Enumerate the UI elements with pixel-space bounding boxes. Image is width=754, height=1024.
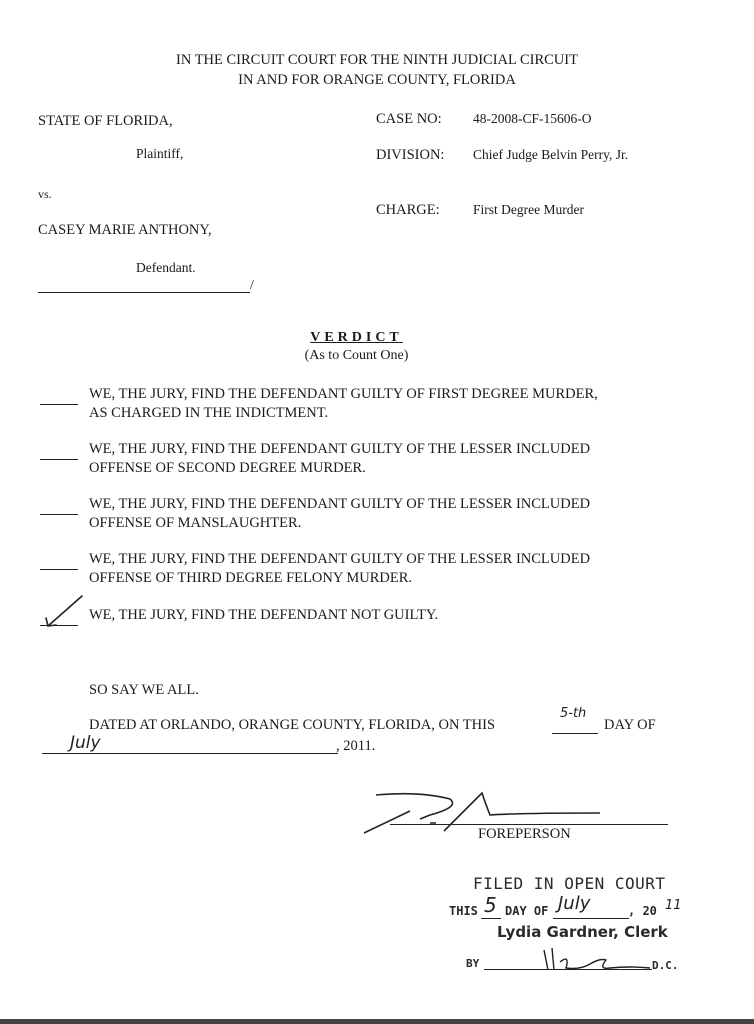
plaintiff-label: Plaintiff,: [136, 146, 184, 161]
month-handwritten: July: [70, 733, 101, 753]
case-no-value: 48-2008-CF-15606-O: [473, 111, 592, 126]
versus-label: vs.: [38, 187, 52, 201]
court-header-line2: IN AND FOR ORANGE COUNTY, FLORIDA: [238, 72, 516, 88]
option-line2: OFFENSE OF SECOND DEGREE MURDER.: [89, 460, 366, 476]
checkmark-icon: [40, 592, 85, 632]
checkbox-blank[interactable]: [40, 569, 78, 570]
stamp-title: FILED IN OPEN COURT: [473, 874, 666, 893]
division-label: DIVISION:: [376, 147, 445, 163]
stamp-month-handwritten: July: [558, 893, 591, 914]
page-bottom-edge: [0, 1019, 754, 1024]
year-suffix: , 2011.: [336, 738, 376, 754]
option-line1: WE, THE JURY, FIND THE DEFENDANT GUILTY OF FIRST DEGREE MURDER,: [89, 386, 598, 402]
option-line1: WE, THE JURY, FIND THE DEFENDANT GUILTY OF THE LESSER INCLUDED: [89, 496, 591, 512]
option-line2: OFFENSE OF MANSLAUGHTER.: [89, 515, 302, 531]
stamp-clerk: Lydia Gardner, Clerk: [497, 923, 668, 941]
case-no-label: CASE NO:: [376, 111, 442, 127]
option-line1: WE, THE JURY, FIND THE DEFENDANT GUILTY OF THE LESSER INCLUDED: [89, 551, 591, 567]
day-of-label: DAY OF: [604, 717, 656, 733]
caption-slash: /: [250, 278, 254, 293]
day-blank[interactable]: [552, 733, 598, 734]
stamp-year: , 20: [628, 904, 657, 918]
clerk-signature-icon: [540, 940, 660, 976]
foreperson-label: FOREPERSON: [478, 826, 571, 842]
option-line1: WE, THE JURY, FIND THE DEFENDANT NOT GUILTY.: [89, 607, 439, 623]
checkbox-blank[interactable]: [40, 459, 78, 460]
foreperson-signature-line: [390, 824, 668, 825]
charge-value: First Degree Murder: [473, 202, 584, 217]
stamp-day-of: DAY OF: [505, 904, 549, 918]
month-blank[interactable]: [42, 753, 338, 754]
court-header-line1: IN THE CIRCUIT COURT FOR THE NINTH JUDICIAL CIRCUIT: [176, 52, 578, 68]
defendant-name: CASEY MARIE ANTHONY,: [38, 222, 212, 238]
stamp-month-blank: [553, 918, 629, 919]
charge-label: CHARGE:: [376, 202, 440, 218]
dated-prefix: DATED AT ORLANDO, ORANGE COUNTY, FLORIDA, ON THIS: [89, 717, 496, 733]
stamp-dc: D.C.: [652, 959, 679, 972]
stamp-day-blank: [481, 918, 501, 919]
checkbox-blank[interactable]: [40, 514, 78, 515]
option-line2: AS CHARGED IN THE INDICTMENT.: [89, 405, 329, 421]
verdict-title: VERDICT: [310, 330, 403, 345]
stamp-by: BY: [466, 957, 480, 970]
option-line1: WE, THE JURY, FIND THE DEFENDANT GUILTY OF THE LESSER INCLUDED: [89, 441, 591, 457]
verdict-subtitle: (As to Count One): [304, 348, 409, 363]
stamp-this: THIS: [449, 904, 478, 918]
division-value: Chief Judge Belvin Perry, Jr.: [473, 147, 629, 162]
so-say-we-all: SO SAY WE ALL.: [89, 682, 199, 698]
option-line2: OFFENSE OF THIRD DEGREE FELONY MURDER.: [89, 570, 413, 586]
plaintiff-name: STATE OF FLORIDA,: [38, 113, 173, 129]
defendant-label: Defendant.: [136, 260, 196, 275]
checkbox-blank[interactable]: [40, 404, 78, 405]
stamp-day-handwritten: 5: [484, 893, 497, 917]
caption-underline: [38, 292, 250, 293]
stamp-year-handwritten: 11: [665, 898, 682, 913]
day-handwritten: 5-th: [560, 706, 587, 721]
